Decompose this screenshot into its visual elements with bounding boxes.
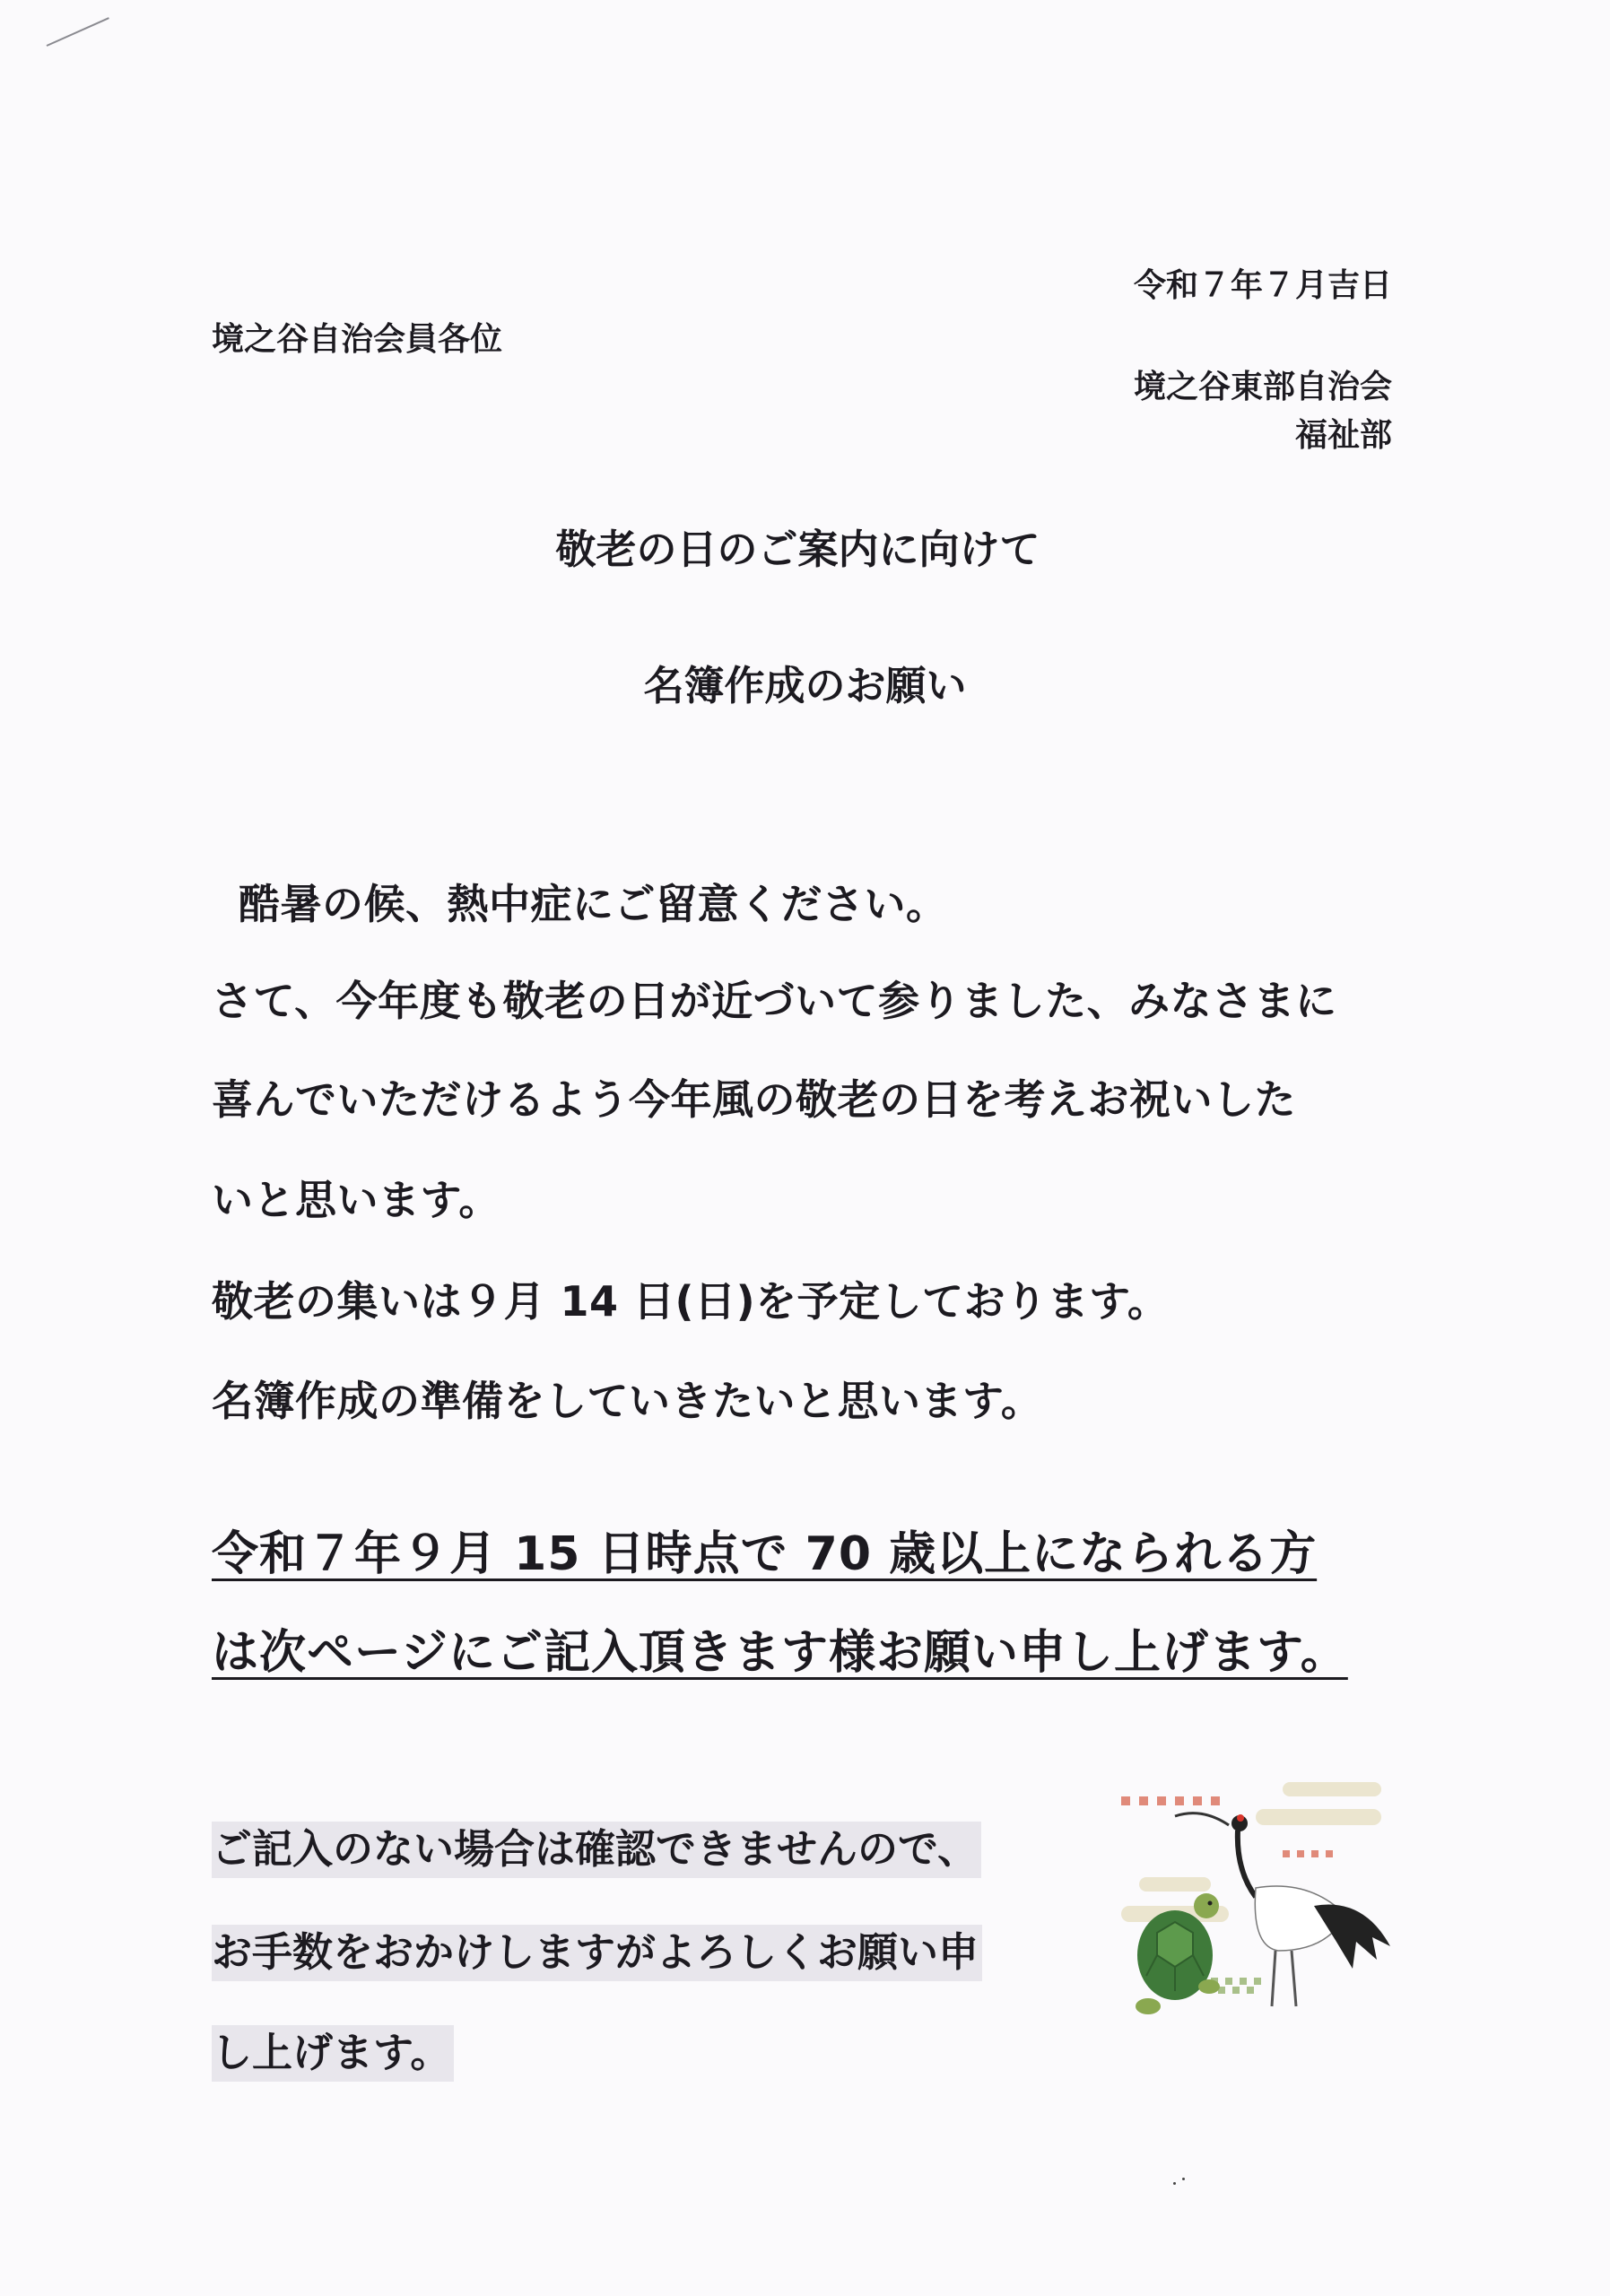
body-line: さて、今年度も敬老の日が近づいて参りました、みなさまに [212,977,1337,1025]
speck [1173,2182,1176,2185]
recipient: 境之谷自治会員各位 [212,321,503,358]
sender-department: 福祉部 [1294,417,1392,454]
note-line: し上げます。 [212,2020,454,2078]
crane-and-turtle-illustration [1121,1771,1417,2031]
checker-pattern [1121,1796,1333,1857]
title-line-1: 敬老の日のご案内に向けて [555,526,1040,573]
body-line: 敬老の集いは９月 14 日(日)を予定しております。 [212,1277,1170,1326]
body-line: 酷暑の候、熱中症にご留意ください。 [239,880,948,928]
body-line: 名簿作成の準備をしていきたいと思います。 [212,1377,1043,1425]
sender-organization: 境之谷東部自治会 [1133,369,1392,405]
note-line: ご記入のない場合は確認できませんので、 [212,1816,981,1874]
emphasis-line: 令和７年９月 15 日時点で 70 歳以上になられる方 [212,1527,1318,1581]
pen-mark [47,17,109,47]
body-line: 喜んでいただけるよう今年風の敬老の日を考えお祝いした [212,1075,1296,1124]
title-line-2: 名簿作成のお願い [643,662,967,709]
note-line: お手数をおかけしますがよろしくお願い申 [212,1919,982,1978]
emphasis-line: は次ページにご記入頂きます様お願い申し上げます。 [212,1626,1348,1680]
speck [1182,2178,1185,2180]
body-line: いと思います。 [212,1176,500,1224]
issue-date: 令和７年７月吉日 [1133,267,1392,304]
